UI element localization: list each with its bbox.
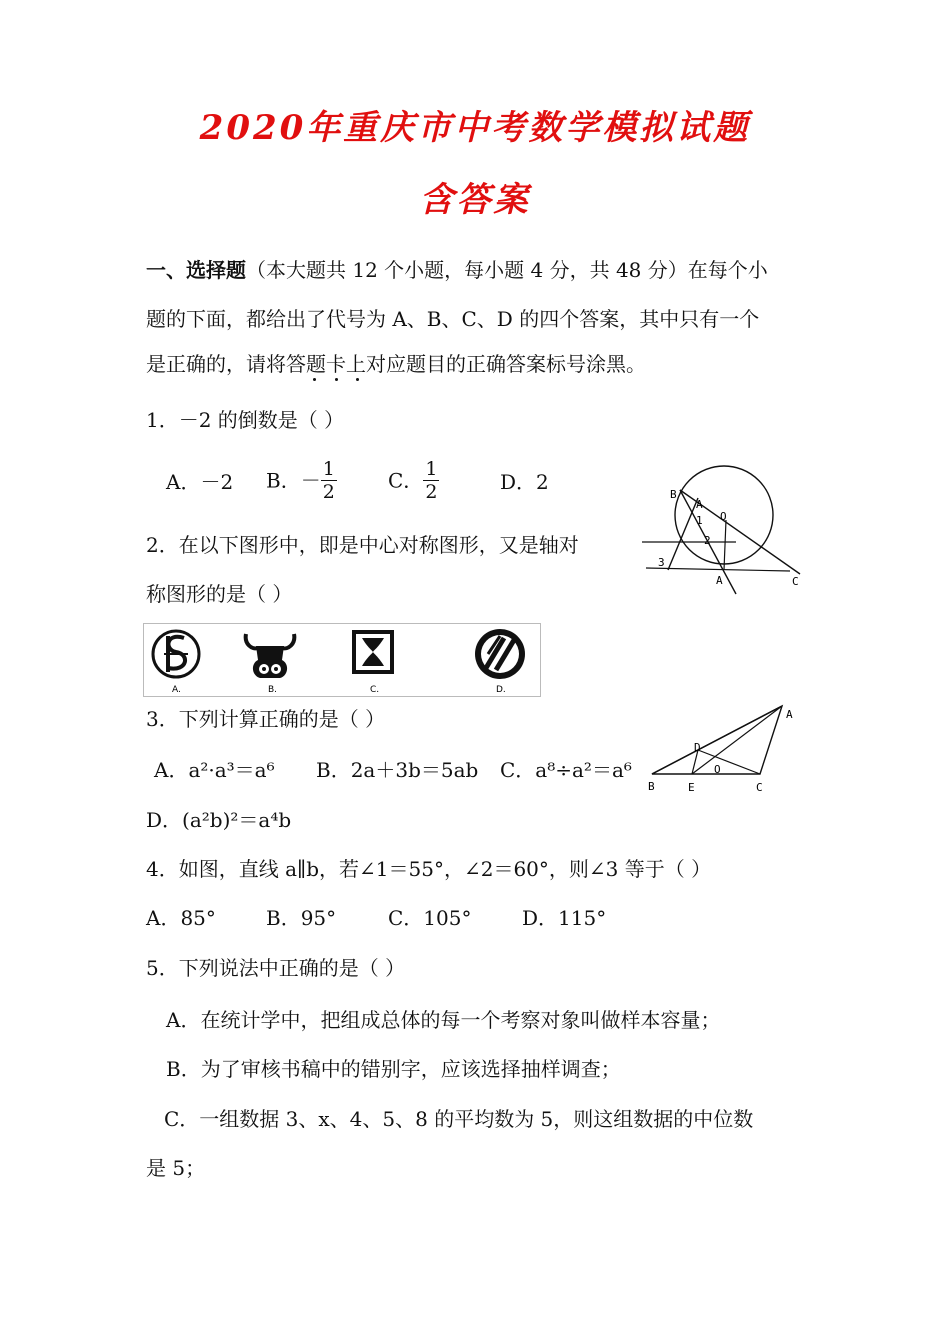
figure-b-bull-head <box>246 634 295 678</box>
figure-label-a: A. <box>172 685 181 695</box>
q4-option-b: B．95° <box>266 906 337 930</box>
q3-stem: 3．下列计算正确的是（ ） <box>146 707 386 731</box>
q5-option-c-line-1: C．一组数据 3、x、4、5、8 的平均数为 5，则这组数据的中位数 <box>164 1107 754 1131</box>
q1-option-a: A．－2 <box>166 470 234 494</box>
label-b: B <box>648 780 655 793</box>
figure-d-striped-circle <box>475 629 525 679</box>
q4-option-a: A．85° <box>146 906 216 930</box>
label-angle-3: 3 <box>658 556 665 569</box>
q5-option-c-line-2: 是 5； <box>146 1156 206 1180</box>
q3-option-d: D．(a²b)²＝a⁴b <box>146 808 292 832</box>
label-angle-1: 1 <box>696 514 703 527</box>
q5-option-b: B．为了审核书稿中的错别字，应该选择抽样调查； <box>166 1057 621 1081</box>
q4-option-d: D．115° <box>522 906 607 930</box>
fraction-denominator: 2 <box>425 481 438 503</box>
label-c: C <box>792 575 799 588</box>
section-intro-line-2: 题的下面，都给出了代号为 A、B、C、D 的四个答案，其中只有一个 <box>146 307 760 331</box>
label-a-top: A <box>696 498 703 511</box>
figure-a-sb-logo <box>153 631 199 677</box>
q1-option-b-fraction <box>321 458 337 503</box>
section-intro-line-1 <box>146 258 768 282</box>
q4-option-c: C．105° <box>388 906 472 930</box>
emphasis-dot <box>356 378 359 381</box>
fraction-denominator: 2 <box>322 481 335 503</box>
section-intro-a: （本大题共 12 个小题，每小题 4 分，共 48 分）在每个小 <box>246 258 768 282</box>
q1-option-c-fraction <box>423 458 439 503</box>
figure-label-b: B. <box>268 685 278 695</box>
q3-option-a: A．a²·a³＝a⁶ <box>154 758 275 782</box>
figure-label-d: D. <box>496 685 506 695</box>
figure-circle-parallel-lines <box>640 458 820 598</box>
q1-stem: 1．－2 的倒数是（ ） <box>146 408 345 432</box>
q1-option-c <box>388 458 439 503</box>
q2-figures <box>143 623 541 697</box>
fraction-numerator: 1 <box>322 458 335 480</box>
q1-option-b <box>266 458 337 503</box>
q3-option-c: C．a⁸÷a²＝a⁶ <box>500 758 632 782</box>
q2-figures-svg <box>144 624 540 696</box>
q1-option-d: D．2 <box>500 470 549 494</box>
emphasis-dot <box>313 378 316 381</box>
section-heading: 一、选择题 <box>146 258 246 282</box>
label-angle-2: 2 <box>704 534 711 547</box>
label-a: A <box>786 708 793 721</box>
q2-stem-line-2: 称图形的是（ ） <box>146 582 293 606</box>
section-intro-line-3: 是正确的，请将答题卡上对应题目的正确答案标号涂黑。 <box>146 352 646 376</box>
label-e: E <box>688 781 695 794</box>
q1-option-b-prefix: B．－ <box>266 468 321 493</box>
label-o: O <box>714 763 721 776</box>
page-subtitle: 含答案 <box>419 180 531 220</box>
label-o: O <box>720 510 727 523</box>
label-a-bottom: A <box>716 574 723 587</box>
label-c: C <box>756 781 763 794</box>
q5-stem: 5．下列说法中正确的是（ ） <box>146 956 406 980</box>
q1-option-c-prefix: C． <box>388 468 424 493</box>
emphasis-dot <box>335 378 338 381</box>
q5-option-a: A．在统计学中，把组成总体的每一个考察对象叫做样本容量； <box>166 1008 721 1032</box>
label-b: B <box>670 488 677 501</box>
page-title: 2020年重庆市中考数学模拟试题 <box>199 108 751 148</box>
q2-stem-line-1: 2．在以下图形中，即是中心对称图形，又是轴对 <box>146 533 579 557</box>
q3-option-b: B．2a＋3b＝5ab <box>316 758 479 782</box>
fraction-numerator: 1 <box>425 458 438 480</box>
label-d: D <box>694 741 701 754</box>
figure-label-c: C. <box>370 685 380 695</box>
figure-triangle-abc <box>640 700 800 800</box>
figure-c-hourglass <box>354 632 392 672</box>
q4-stem: 4．如图，直线 a∥b，若∠1＝55°，∠2＝60°，则∠3 等于（ ） <box>146 857 712 881</box>
